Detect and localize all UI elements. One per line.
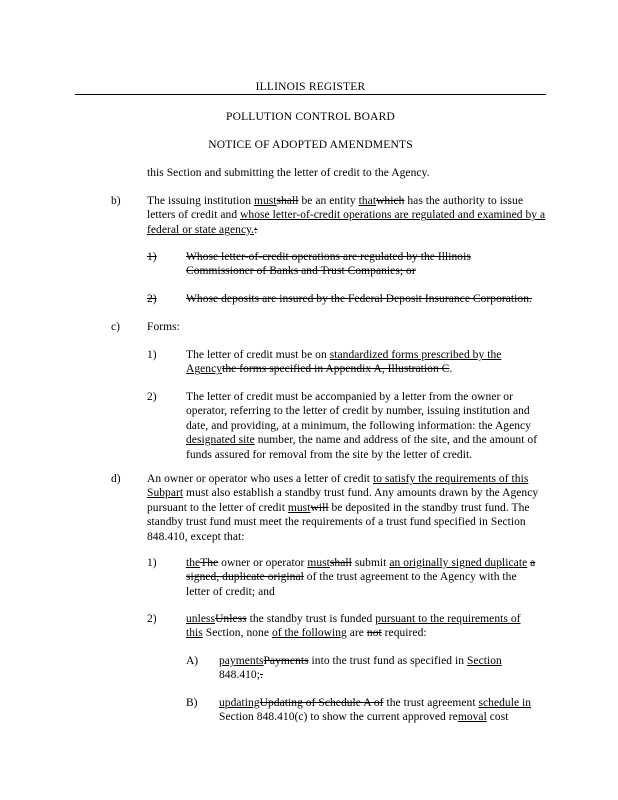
d-item-2-text-2: Section, none bbox=[202, 627, 272, 640]
b-item-2-label: 2) bbox=[147, 293, 157, 305]
c-item-1-period: . bbox=[449, 363, 453, 376]
d-item-1-text-3: of the trust agreement to the Agency with the letter of credit; and bbox=[186, 571, 517, 598]
section-c-label: c) bbox=[111, 321, 120, 333]
register-title: ILLINOIS REGISTER bbox=[255, 81, 366, 93]
b-item-1-label: 1) bbox=[147, 251, 157, 263]
d-item-2-insert-unless: unless bbox=[186, 613, 216, 625]
b-item-1-text bbox=[186, 250, 506, 279]
section-d-text bbox=[147, 472, 549, 544]
c-item-2-text-1: The letter of credit must be accompanied by a letter from the owner or operator, referring to the letter of credit by number, issuing institution and date, and providing, at a minimum, the following information: the Agency bbox=[186, 391, 532, 432]
d-item-1-insert-the: the bbox=[186, 557, 201, 569]
d-subitem-a-strike-period: . bbox=[259, 669, 263, 682]
c-item-1-text-1: The letter of credit must be on bbox=[186, 349, 330, 361]
section-b-label: b) bbox=[111, 195, 121, 207]
c-item-1-insert: standardized forms prescribed by the Agency bbox=[186, 349, 502, 376]
b-insert-must: must bbox=[253, 195, 277, 207]
header-rule bbox=[75, 94, 546, 95]
c-item-1-label: 1) bbox=[147, 349, 157, 361]
b-item-2-strike: Whose deposits are insured by the Federal Deposit Insurance Corporation. bbox=[186, 293, 532, 305]
d-subitem-a-insert: payments bbox=[219, 655, 264, 667]
section-c-text: Forms: bbox=[147, 321, 180, 333]
d-subitem-a-insert-section: Section bbox=[466, 655, 502, 667]
d-subitem-a-strike: Payments bbox=[263, 655, 309, 667]
b-text-1: The issuing institution bbox=[147, 195, 254, 207]
d-text-1: An owner or operator who uses a letter of credit bbox=[147, 473, 373, 485]
d-item-1-text bbox=[186, 556, 538, 599]
d-subitem-b-text-1: the trust agreement bbox=[383, 697, 479, 709]
d-item-1-strike-the: The bbox=[200, 557, 219, 569]
c-item-2-insert: designated site bbox=[186, 434, 255, 447]
d-subitem-b-label: B) bbox=[186, 697, 198, 709]
intro-text: this Section and submitting the letter of credit to the Agency. bbox=[147, 167, 430, 179]
b-strike-which: which bbox=[376, 195, 405, 207]
d-subitem-b-insert: updating bbox=[219, 697, 260, 709]
b-insert-that: that bbox=[358, 195, 377, 207]
d-item-2-strike-not: not bbox=[366, 627, 382, 640]
intro-paragraph bbox=[147, 166, 547, 180]
board-title: POLLUTION CONTROL BOARD bbox=[225, 111, 395, 123]
d-item-2-insert-following: of the following bbox=[271, 627, 347, 640]
d-subitem-b-text-2: Section 848.410(c) to show the current approved re bbox=[219, 711, 458, 724]
section-d-label: d) bbox=[111, 473, 121, 485]
d-item-2-text bbox=[186, 612, 538, 641]
c-item-2-label: 2) bbox=[147, 391, 157, 403]
d-text-3: be deposited in the standby trust fund. The standby trust fund must meet the requirements of a trust fund specified in Section 848.410, except that: bbox=[147, 501, 530, 543]
d-item-1-text-2: submit bbox=[351, 557, 390, 569]
d-item-1-text-1: owner or operator bbox=[218, 557, 308, 569]
d-subitem-a-label: A) bbox=[186, 655, 199, 667]
d-subitem-a-text bbox=[219, 654, 519, 683]
d-item-1-strike-duplicate: a signed, duplicate original bbox=[186, 557, 536, 584]
b-item-2-text bbox=[186, 292, 566, 306]
d-subitem-b-insert-moval: moval bbox=[457, 711, 487, 724]
d-item-1-label: 1) bbox=[147, 557, 157, 569]
d-subitem-b-text-3: cost bbox=[486, 711, 509, 724]
d-strike-will: will bbox=[310, 501, 329, 514]
d-subitem-a-text-1: into the trust fund as specified in bbox=[308, 655, 467, 667]
c-item-1-text bbox=[186, 348, 526, 377]
d-item-1-insert-must: must bbox=[307, 557, 330, 569]
d-text-2: must also establish a standby trust fund. Any amounts drawn by the Agency pursuant to the letter of credit bbox=[147, 487, 539, 514]
d-item-2-strike-unless: Unless bbox=[215, 613, 247, 625]
b-insert-agency: whose letter-of-credit operations are regulated and examined by a federal or state agency. bbox=[147, 209, 546, 236]
section-b-text bbox=[147, 194, 547, 237]
d-insert-must: must bbox=[287, 501, 311, 514]
b-item-1-tail: and Trust Companies; or bbox=[298, 265, 416, 278]
d-item-1-insert-duplicate: an originally signed duplicate bbox=[389, 557, 528, 569]
c-item-2-text-2: number, the name and address of the site, and the amount of funds assured for removal from the site by the letter of credit. bbox=[186, 434, 538, 461]
d-item-2-insert-pursuant: pursuant to the requirements of this bbox=[186, 613, 521, 640]
b-strike-colon: : bbox=[254, 223, 258, 236]
d-item-2-label: 2) bbox=[147, 613, 157, 625]
notice-title: NOTICE OF ADOPTED AMENDMENTS bbox=[208, 139, 413, 151]
d-subitem-b-insert-schedule: schedule in bbox=[478, 697, 532, 709]
b-strike-shall: shall bbox=[276, 195, 299, 207]
d-item-2-text-1: the standby trust is funded bbox=[246, 613, 376, 625]
d-subitem-a-text-2: 848.410; bbox=[219, 669, 260, 682]
d-item-2-text-4: required: bbox=[381, 627, 427, 640]
d-item-2-text-3: are bbox=[346, 627, 367, 640]
b-item-1-strike: Whose letter-of-credit operations are regulated by the Illinois Commissioner of Banks bbox=[186, 251, 471, 278]
b-text-3: has the authority to issue letters of credit and bbox=[147, 195, 524, 222]
c-item-2-text bbox=[186, 390, 550, 462]
d-subitem-b-strike: Updating of Schedule A of bbox=[259, 697, 384, 709]
c-item-1-strike: the forms specified in Appendix A, Illustration C bbox=[222, 363, 450, 376]
d-insert-subpart: to satisfy the requirements of this Subpart bbox=[147, 473, 529, 500]
d-item-1-strike-shall: shall bbox=[329, 557, 352, 569]
b-text-2: be an entity bbox=[298, 195, 359, 207]
d-subitem-b-text bbox=[219, 696, 549, 725]
